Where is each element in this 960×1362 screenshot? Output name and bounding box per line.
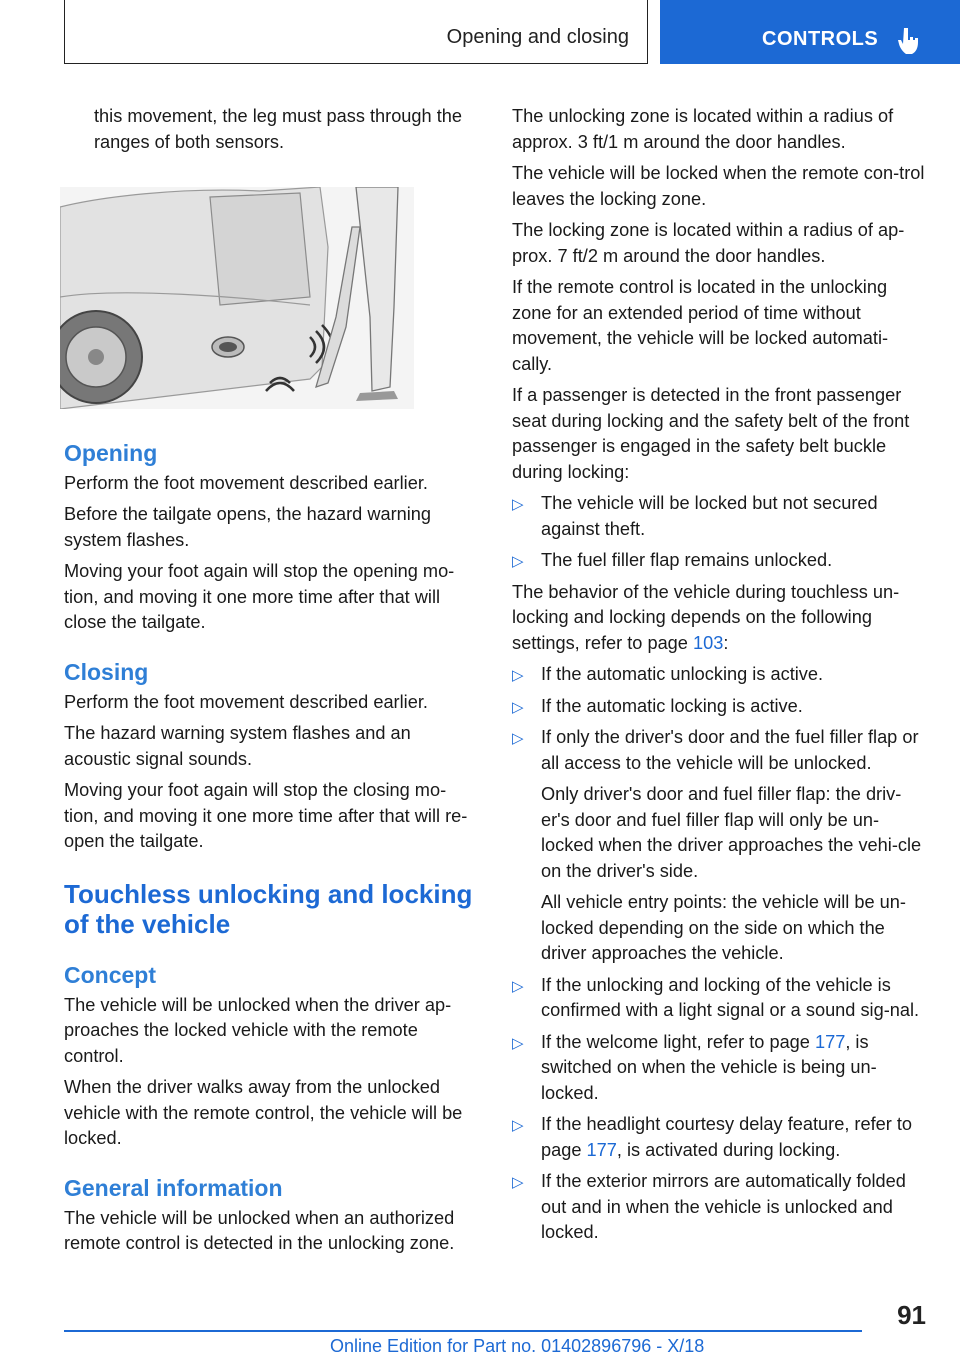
bullet-triangle-icon: ▷ (512, 496, 524, 513)
list-item: ▷ If the headlight courtesy delay feature, refer to page 177, is activated during locking. (512, 1114, 913, 1160)
general-info-text: The vehicle will be unlocked when an authorized remote control is detected in the unlocking zone. (64, 1207, 455, 1253)
closing-text-3: Moving your foot again will stop the closing mo-tion, and moving it one more time after that will re-open the tailgate. (64, 780, 468, 851)
list-item: ▷ If the welcome light, refer to page 177, is switched on when the vehicle is being un-locked. (512, 1031, 877, 1103)
list-item: ▷ The vehicle will be locked but not secured against theft. (512, 493, 878, 539)
edition-text: Online Edition for Part no. 01402896796 - X/18 (330, 1336, 705, 1356)
opening-heading: Opening (64, 439, 158, 466)
opening-text-2: Before the tailgate opens, the hazard warning system flashes. (64, 504, 432, 550)
intro-text: this movement, the leg must pass through the ranges of both sensors. (94, 106, 462, 152)
bullet-triangle-icon: ▷ (512, 1117, 524, 1134)
list-item: ▷ If the unlocking and locking of the vehicle is confirmed with a light signal or a sound sig-nal. (512, 974, 920, 1020)
list-item: ▷ If the automatic locking is active. (512, 694, 926, 720)
pointing-hand-icon (896, 26, 922, 56)
chapter-tab (660, 0, 960, 64)
footer-divider (64, 1330, 862, 1332)
closing-heading: Closing (64, 658, 149, 685)
general-info-heading: General information (64, 1174, 283, 1201)
concept-text-2: When the driver walks away from the unlocked vehicle with the remote control, the vehicle will be locked. (64, 1077, 463, 1148)
section-title: Opening and closing (446, 26, 629, 48)
bullet-triangle-icon: ▷ (512, 1174, 524, 1191)
closing-text-2: The hazard warning system flashes and an acoustic signal sounds. (64, 723, 411, 769)
behavior-text: The behavior of the vehicle during touchless un-locking and locking depends on the following settings, refer to page 103: (512, 581, 900, 653)
settings-list (512, 662, 926, 1246)
page-ref-link[interactable]: 177 (814, 1031, 846, 1052)
opening-text-1: Perform the foot movement described earlier. (64, 472, 428, 493)
chapter-tab-label: CONTROLS (762, 28, 879, 50)
sub-paragraph: All vehicle entry points: the vehicle will be un-locked depending on the side on which the driver approaches the vehicle. (541, 892, 906, 963)
page-header (0, 0, 960, 66)
tailgate-foot-sensor-illustration (60, 187, 414, 409)
list-item: ▷ If only the driver's door and the fuel filler flap or all access to the vehicle will be unlocked. Only driver's door and fuel filler flap: the driv-er's door and fuel filler flap will only be un-locked when the driver approaches the vehi-cle on the driver's side. All vehicle entry points: the vehicle will be un-locked depending on the side on which the driver approaches the vehicle. (512, 725, 926, 967)
bullet-triangle-icon: ▷ (512, 1034, 524, 1052)
concept-heading: Concept (64, 961, 156, 988)
list-item: ▷ The fuel filler flap remains unlocked. (512, 548, 926, 574)
bullet-triangle-icon: ▷ (512, 698, 524, 716)
list-item: ▷ If the exterior mirrors are automatically folded out and in when the vehicle is unlocked and locked. (512, 1171, 906, 1242)
passenger-detect-text: If a passenger is detected in the front passenger seat during locking and the safety belt of the front passenger is engaged in the safety belt buckle during locking: (512, 385, 910, 482)
closing-text-1: Perform the foot movement described earlier. (64, 691, 428, 712)
locking-zone-text: The locking zone is located within a radius of ap-prox. 7 ft/2 m around the door handles. (512, 220, 905, 266)
bullet-triangle-icon: ▷ (512, 667, 524, 684)
page-number: 91 (897, 1300, 926, 1330)
page-ref-link[interactable]: 177 (586, 1139, 617, 1160)
list-item: ▷ If the automatic unlocking is active. (512, 662, 926, 688)
passenger-list (512, 491, 926, 574)
section-box (64, 0, 648, 64)
locked-when-leaves-text: The vehicle will be locked when the remote con-trol leaves the locking zone. (512, 163, 925, 209)
bullet-triangle-icon: ▷ (512, 730, 524, 747)
right-column (512, 104, 926, 1252)
concept-text-1: The vehicle will be unlocked when the driver ap-proaches the locked vehicle with the remote control. (64, 994, 452, 1066)
bullet-triangle-icon: ▷ (512, 977, 524, 995)
touchless-heading: Touchless unlocking and locking of the vehicle (64, 878, 473, 939)
sub-paragraph: Only driver's door and fuel filler flap: the driv-er's door and fuel filler flap will only be un-locked when the driver approaches the vehi-cle on the driver's side. (541, 784, 922, 881)
auto-lock-text: If the remote control is located in the unlocking zone for an extended period of time without movement, the vehicle will be locked automati-cally. (512, 277, 889, 374)
unlocking-zone-text: The unlocking zone is located within a radius of approx. 3 ft/1 m around the door handles. (512, 106, 894, 152)
page-ref-link[interactable]: 103 (692, 632, 724, 653)
opening-text-3: Moving your foot again will stop the opening mo-tion, and moving it one more time after that will close the tailgate. (64, 561, 455, 632)
left-column (64, 104, 480, 1263)
bullet-triangle-icon: ▷ (512, 553, 524, 570)
